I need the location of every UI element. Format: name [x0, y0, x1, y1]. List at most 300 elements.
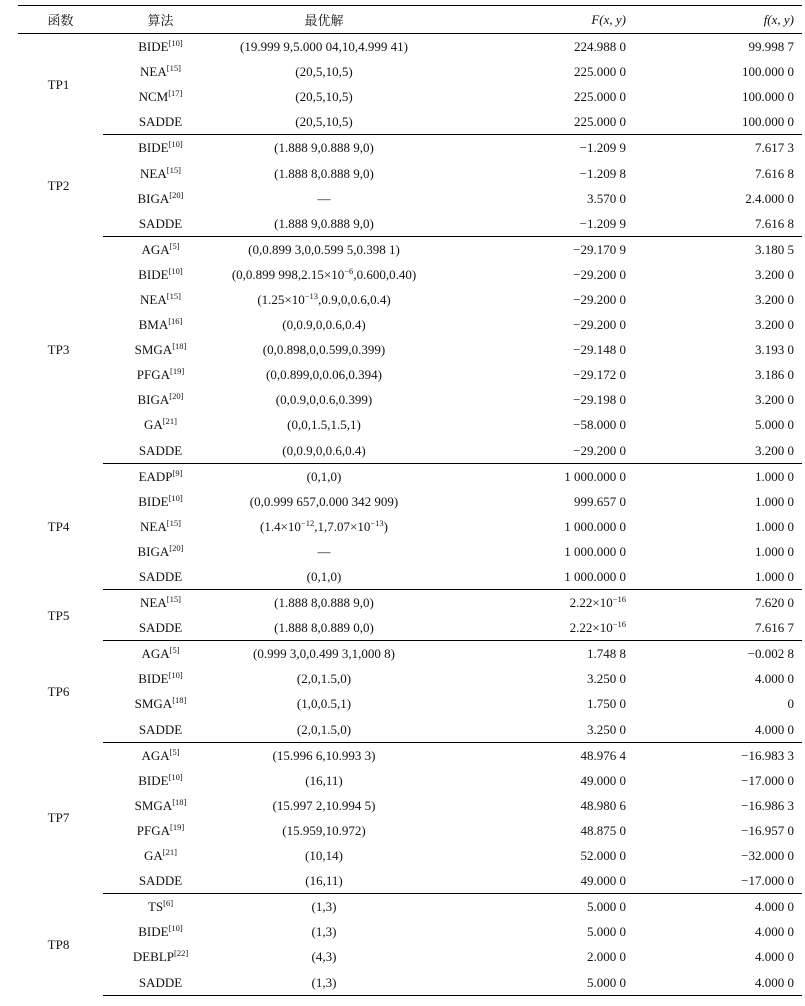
optimal-solution-cell: [218, 742, 430, 768]
header-lower-objective: f(x, y): [634, 6, 802, 34]
algorithm-name: GA: [144, 848, 163, 864]
lower-objective-value: 1.000 0: [755, 518, 794, 534]
table-header: [18, 6, 802, 34]
algorithm-cell: [103, 590, 218, 616]
function-name: TP2: [47, 178, 70, 194]
upper-objective-text: −1.209 9: [579, 215, 626, 231]
algorithm-name: SADDE: [138, 974, 183, 990]
upper-objective-text: 5.000 0: [587, 924, 626, 940]
algorithm-name: BMA: [138, 317, 169, 333]
solution-text: (2,0,1.5,0): [296, 721, 352, 737]
reference-citation: [18]: [172, 796, 187, 807]
solution-text: (0,0.899 3,0,0.599 5,0.398 1): [248, 241, 400, 257]
lower-objective-value: −0.002 8: [747, 646, 794, 662]
algorithm-cell: [103, 793, 218, 818]
table-row: [18, 211, 802, 237]
table-row: [18, 843, 802, 868]
upper-objective-value: [430, 337, 634, 362]
lower-objective-value: 99.998 7: [748, 39, 794, 55]
reference-citation: [6]: [163, 898, 174, 909]
table-row: [18, 768, 802, 793]
upper-objective-text: 1 000.000 0: [564, 543, 626, 559]
optimal-solution-cell: [218, 312, 430, 337]
optimal-solution-cell: [218, 615, 430, 641]
algorithm-cell: [103, 312, 218, 337]
upper-objective-text: −29.200 0: [573, 442, 626, 458]
upper-objective-value: [430, 438, 634, 464]
upper-objective-text: 49.000 0: [580, 772, 626, 788]
algorithm-cell: [103, 412, 218, 437]
lower-objective-value: 3.200 0: [634, 438, 802, 464]
upper-objective-value: [430, 463, 634, 489]
algorithm-cell: [103, 564, 218, 590]
table-row: [18, 262, 802, 287]
upper-objective-value: [430, 590, 634, 616]
optimal-solution-cell: [218, 590, 430, 616]
optimal-solution-cell: [218, 868, 430, 894]
algorithm-name: TS: [147, 899, 164, 915]
lower-objective-value: 2.4.000 0: [745, 190, 794, 206]
algorithm-cell: [103, 489, 218, 514]
table-row: [18, 615, 802, 641]
algorithm-cell: [103, 717, 218, 743]
header-function: 函数: [18, 6, 103, 34]
algorithm-name: BIGA: [137, 190, 170, 206]
table-row: [18, 742, 802, 768]
algorithm-name: BIGA: [137, 392, 170, 408]
algorithm-cell: [103, 84, 218, 109]
algorithm-cell: [103, 186, 218, 211]
solution-text: (20,5,10,5): [295, 64, 353, 80]
algorithm-name: EADP: [138, 468, 173, 484]
solution-text: (0,1,0): [306, 468, 342, 484]
optimal-solution-cell: [218, 717, 430, 743]
algorithm-name: AGA: [141, 646, 170, 662]
solution-text: (1.888 8,0.888 9,0): [274, 595, 374, 611]
optimal-solution-cell: [218, 412, 430, 437]
upper-objective-text: −1.209 8: [579, 165, 626, 181]
upper-objective-text: 52.000 0: [580, 848, 626, 864]
solution-text: (20,5,10,5): [295, 114, 353, 130]
reference-citation: [20]: [169, 542, 184, 553]
upper-objective-text: −29.172 0: [573, 367, 626, 383]
upper-objective-value: [430, 742, 634, 768]
table-row: [18, 412, 802, 437]
table-row: [18, 564, 802, 590]
solution-text: (4,3): [311, 949, 337, 965]
algorithm-name: SADDE: [138, 215, 183, 231]
optimal-solution-cell: [218, 438, 430, 464]
upper-objective-text: 2.000 0: [587, 949, 626, 965]
upper-objective-value: [430, 84, 634, 109]
table-row: [18, 186, 802, 211]
algorithm-name: NEA: [140, 165, 167, 181]
lower-objective-value: −17.000 0: [741, 772, 794, 788]
table-group-tp2: [18, 135, 802, 236]
algorithm-name: BIGA: [137, 543, 170, 559]
table-row: [18, 438, 802, 464]
algorithm-cell: [103, 135, 218, 161]
algorithm-cell: [103, 463, 218, 489]
solution-text: (0,0.899 998,2.15×10: [231, 266, 345, 282]
function-name: TP6: [47, 683, 70, 699]
lower-objective-value: 1.000 0: [634, 564, 802, 590]
lower-objective-value: 4.000 0: [755, 949, 794, 965]
reference-citation: [15]: [166, 290, 181, 301]
upper-objective-text: −58.000 0: [573, 417, 626, 433]
upper-objective-text: −29.170 9: [573, 241, 626, 257]
algorithm-cell: [103, 438, 218, 464]
upper-objective-value: [430, 894, 634, 920]
solution-text: (1.888 9,0.888 9,0): [274, 140, 374, 156]
reference-citation: [21]: [162, 416, 177, 427]
upper-objective-value: [430, 843, 634, 868]
upper-objective-value: [430, 412, 634, 437]
algorithm-cell: [103, 666, 218, 691]
optimal-solution-cell: [218, 564, 430, 590]
optimal-solution-cell: [218, 236, 430, 262]
results-table: [18, 5, 802, 996]
lower-objective-value: −16.986 3: [741, 797, 794, 813]
upper-objective-text: 1 000.000 0: [564, 468, 626, 484]
algorithm-cell: [103, 919, 218, 944]
optimal-solution-cell: [218, 84, 430, 109]
lower-objective-value: 1.000 0: [755, 468, 794, 484]
upper-objective-text: 5.000 0: [587, 899, 626, 915]
reference-citation: [10]: [168, 923, 183, 934]
upper-objective-value: [430, 514, 634, 539]
upper-objective-value: [430, 387, 634, 412]
upper-objective-value: [430, 539, 634, 564]
lower-objective-value: 3.200 0: [755, 266, 794, 282]
table-row: [18, 59, 802, 84]
solution-text: (1.888 8,0.889 0,0): [274, 620, 374, 636]
table-row: [18, 539, 802, 564]
algorithm-cell: [103, 59, 218, 84]
algorithm-cell: [103, 262, 218, 287]
upper-objective-text: 225.000 0: [574, 114, 626, 130]
table-row: [18, 236, 802, 262]
table-group-tp1: [18, 34, 802, 135]
solution-text: ,1,7.07×10: [314, 518, 371, 534]
reference-citation: [15]: [166, 164, 181, 175]
upper-objective-value: [430, 641, 634, 667]
upper-objective-text: 2.22×10: [569, 595, 613, 611]
table-row: [18, 793, 802, 818]
table-row: [18, 691, 802, 716]
algorithm-name: NEA: [140, 518, 167, 534]
optimal-solution-cell: [218, 691, 430, 716]
reference-citation: [20]: [169, 391, 184, 402]
solution-text: (0,0,1.5,1.5,1): [287, 417, 361, 433]
upper-objective-value: [430, 160, 634, 185]
lower-objective-value: 7.617 3: [755, 140, 794, 156]
optimal-solution-cell: [218, 287, 430, 312]
upper-objective-text: 3.250 0: [587, 671, 626, 687]
reference-citation: [10]: [168, 265, 183, 276]
table-row: [18, 337, 802, 362]
lower-objective-value: 4.000 0: [755, 671, 794, 687]
optimal-solution-cell: [218, 160, 430, 185]
solution-text: (0,0.898,0,0.599,0.399): [262, 342, 386, 358]
algorithm-name: BIDE: [138, 772, 169, 788]
optimal-solution-cell: [218, 362, 430, 387]
algorithm-name: SADDE: [138, 114, 183, 130]
table-row: [18, 387, 802, 412]
solution-text: (0,0.9,0,0.6,0.399): [275, 392, 373, 408]
table-row: [18, 919, 802, 944]
optimal-solution-cell: [218, 944, 430, 969]
upper-objective-text: 1 000.000 0: [564, 569, 626, 585]
algorithm-cell: [103, 337, 218, 362]
solution-text: (10,14): [305, 848, 343, 864]
algorithm-name: BIDE: [138, 140, 169, 156]
table-row: [18, 818, 802, 843]
upper-objective-text: 49.000 0: [580, 873, 626, 889]
optimal-solution-cell: [218, 135, 430, 161]
table-row: [18, 969, 802, 995]
algorithm-cell: [103, 362, 218, 387]
optimal-solution-cell: [218, 894, 430, 920]
algorithm-cell: [103, 944, 218, 969]
upper-objective-text: 225.000 0: [574, 64, 626, 80]
lower-objective-value: 3.186 0: [755, 367, 794, 383]
algorithm-name: AGA: [141, 241, 170, 257]
upper-objective-text: −1.209 9: [579, 140, 626, 156]
solution-text: (0,0.9,0,0.6,0.4): [282, 317, 366, 333]
upper-objective-value: [430, 564, 634, 590]
reference-citation: [15]: [166, 517, 181, 528]
upper-objective-text: 225.000 0: [574, 89, 626, 105]
algorithm-name: SMGA: [134, 797, 173, 813]
reference-citation: [10]: [168, 38, 183, 49]
upper-objective-value: [430, 615, 634, 641]
lower-objective-value: −16.983 3: [741, 747, 794, 763]
function-name: TP7: [47, 810, 70, 826]
table-group-tp4: [18, 463, 802, 589]
solution-text: (1.888 8,0.888 9,0): [274, 165, 374, 181]
solution-text: (1.888 9,0.888 9,0): [274, 215, 374, 231]
table-row: [18, 84, 802, 109]
lower-objective-value: 0: [787, 696, 794, 712]
solution-exponent: −12: [300, 517, 315, 528]
table-row: [18, 135, 802, 161]
optimal-solution-cell: [218, 818, 430, 843]
upper-objective-value: [430, 768, 634, 793]
algorithm-name: SADDE: [138, 569, 183, 585]
algorithm-name: NEA: [140, 595, 167, 611]
reference-citation: [5]: [169, 240, 180, 251]
optimal-solution-cell: [218, 641, 430, 667]
algorithm-name: NEA: [140, 291, 167, 307]
upper-objective-value: [430, 717, 634, 743]
table-row: [18, 717, 802, 743]
header-upper-objective: F(x, y): [430, 6, 634, 34]
function-name: TP5: [47, 607, 70, 623]
algorithm-name: NCM: [138, 89, 169, 105]
reference-citation: [5]: [169, 645, 180, 656]
lower-objective-value: 3.180 5: [755, 241, 794, 257]
algorithm-name: BIDE: [138, 671, 169, 687]
reference-citation: [17]: [168, 88, 183, 99]
algorithm-name: BIDE: [138, 924, 169, 940]
lower-objective-value: 100.000 0: [742, 64, 794, 80]
upper-objective-text: 224.988 0: [574, 39, 626, 55]
reference-citation: [21]: [162, 847, 177, 858]
upper-objective-value: [430, 691, 634, 716]
table-row: [18, 160, 802, 185]
table-row: [18, 312, 802, 337]
solution-text: (15.959,10.972): [282, 822, 366, 838]
algorithm-cell: [103, 34, 218, 60]
algorithm-cell: [103, 894, 218, 920]
solution-text: (1,3): [311, 924, 337, 940]
table-row: [18, 362, 802, 387]
upper-objective-value: [430, 287, 634, 312]
solution-text: (1,0,0.5,1): [296, 696, 352, 712]
algorithm-name: SADDE: [138, 620, 183, 636]
upper-objective-value: [430, 919, 634, 944]
lower-objective-value: 3.200 0: [755, 291, 794, 307]
table-row: [18, 641, 802, 667]
algorithm-cell: [103, 236, 218, 262]
upper-objective-value: [430, 666, 634, 691]
solution-text: (20,5,10,5): [295, 89, 353, 105]
algorithm-cell: [103, 742, 218, 768]
upper-objective-exponent: −16: [612, 619, 626, 630]
algorithm-name: SADDE: [138, 442, 183, 458]
table-row: [18, 34, 802, 60]
lower-objective-value: −17.000 0: [634, 868, 802, 894]
lower-objective-value: 3.200 0: [755, 317, 794, 333]
optimal-solution-cell: [218, 59, 430, 84]
algorithm-name: BIDE: [138, 266, 169, 282]
upper-objective-text: 999.657 0: [574, 493, 626, 509]
reference-citation: [18]: [172, 695, 187, 706]
optimal-solution-cell: [218, 186, 430, 211]
algorithm-cell: [103, 868, 218, 894]
algorithm-cell: [103, 818, 218, 843]
reference-citation: [18]: [172, 341, 187, 352]
algorithm-cell: [103, 160, 218, 185]
optimal-solution-cell: [218, 34, 430, 60]
algorithm-cell: [103, 211, 218, 237]
optimal-solution-cell: [218, 262, 430, 287]
table-group-tp8: [18, 894, 802, 995]
upper-objective-value: [430, 135, 634, 161]
upper-objective-value: [430, 944, 634, 969]
table-row: [18, 666, 802, 691]
solution-text: (1,3): [311, 899, 337, 915]
table-row: [18, 590, 802, 616]
optimal-solution-cell: [218, 768, 430, 793]
reference-citation: [10]: [168, 670, 183, 681]
solution-text: (0,0.9,0,0.6,0.4): [282, 442, 366, 458]
algorithm-cell: [103, 539, 218, 564]
lower-objective-value: 4.000 0: [634, 969, 802, 995]
table-group-tp6: [18, 641, 802, 742]
reference-citation: [20]: [169, 189, 184, 200]
optimal-solution-cell: [218, 489, 430, 514]
upper-objective-text: −29.198 0: [573, 392, 626, 408]
algorithm-cell: [103, 843, 218, 868]
algorithm-name: BIDE: [138, 493, 169, 509]
upper-objective-value: [430, 362, 634, 387]
upper-objective-text: 1.750 0: [587, 696, 626, 712]
solution-exponent: −6: [344, 265, 354, 276]
upper-objective-text: 1 000.000 0: [564, 518, 626, 534]
solution-text: (16,11): [305, 873, 343, 889]
reference-citation: [15]: [166, 63, 181, 74]
upper-objective-text: 5.000 0: [587, 974, 626, 990]
table-row: [18, 489, 802, 514]
upper-objective-value: [430, 262, 634, 287]
table-row: [18, 109, 802, 135]
table-row: [18, 868, 802, 894]
solution-text: (0,0.999 657,0.000 342 909): [249, 493, 399, 509]
algorithm-name: BIDE: [138, 39, 169, 55]
function-name: TP8: [47, 936, 70, 952]
upper-objective-value: [430, 793, 634, 818]
solution-text: (1.4×10: [260, 518, 301, 534]
upper-objective-text: 3.570 0: [587, 190, 626, 206]
solution-text: (19.999 9,5.000 04,10,4.999 41): [240, 39, 408, 55]
upper-objective-value: [430, 211, 634, 237]
algorithm-cell: [103, 615, 218, 641]
algorithm-cell: [103, 514, 218, 539]
table-row: [18, 514, 802, 539]
solution-text: ,0.600,0.40): [353, 266, 417, 282]
lower-objective-value: 4.000 0: [755, 899, 794, 915]
algorithm-cell: [103, 969, 218, 995]
algorithm-name: NEA: [140, 64, 167, 80]
optimal-solution-cell: [218, 109, 430, 135]
algorithm-cell: [103, 287, 218, 312]
lower-objective-value: 100.000 0: [742, 89, 794, 105]
table-row: [18, 287, 802, 312]
algorithm-cell: [103, 641, 218, 667]
solution-text: ,0.9,0,0.6,0.4): [318, 291, 391, 307]
optimal-solution-cell: [218, 919, 430, 944]
upper-objective-value: [430, 59, 634, 84]
algorithm-cell: [103, 387, 218, 412]
table-group-tp3: [18, 236, 802, 463]
upper-objective-value: [430, 818, 634, 843]
optimal-solution-cell: [218, 337, 430, 362]
upper-objective-value: [430, 868, 634, 894]
upper-objective-text: 3.250 0: [587, 721, 626, 737]
algorithm-name: SMGA: [134, 696, 173, 712]
upper-objective-value: [430, 969, 634, 995]
algorithm-name: SADDE: [138, 721, 183, 737]
table-group-tp7: [18, 742, 802, 894]
upper-objective-text: −29.200 0: [573, 266, 626, 282]
algorithm-name: PFGA: [136, 822, 171, 838]
solution-text: (1.25×10: [257, 291, 305, 307]
algorithm-name: GA: [144, 417, 163, 433]
upper-objective-text: −29.200 0: [573, 291, 626, 307]
lower-objective-value: 1.000 0: [755, 493, 794, 509]
solution-text: (2,0,1.5,0): [296, 671, 352, 687]
lower-objective-value: 7.616 7: [634, 615, 802, 641]
reference-citation: [5]: [169, 746, 180, 757]
reference-citation: [9]: [172, 467, 183, 478]
reference-citation: [15]: [166, 594, 181, 605]
lower-objective-value: 7.620 0: [755, 595, 794, 611]
optimal-solution-cell: [218, 463, 430, 489]
solution-text: —: [317, 190, 331, 206]
reference-citation: [10]: [168, 139, 183, 150]
